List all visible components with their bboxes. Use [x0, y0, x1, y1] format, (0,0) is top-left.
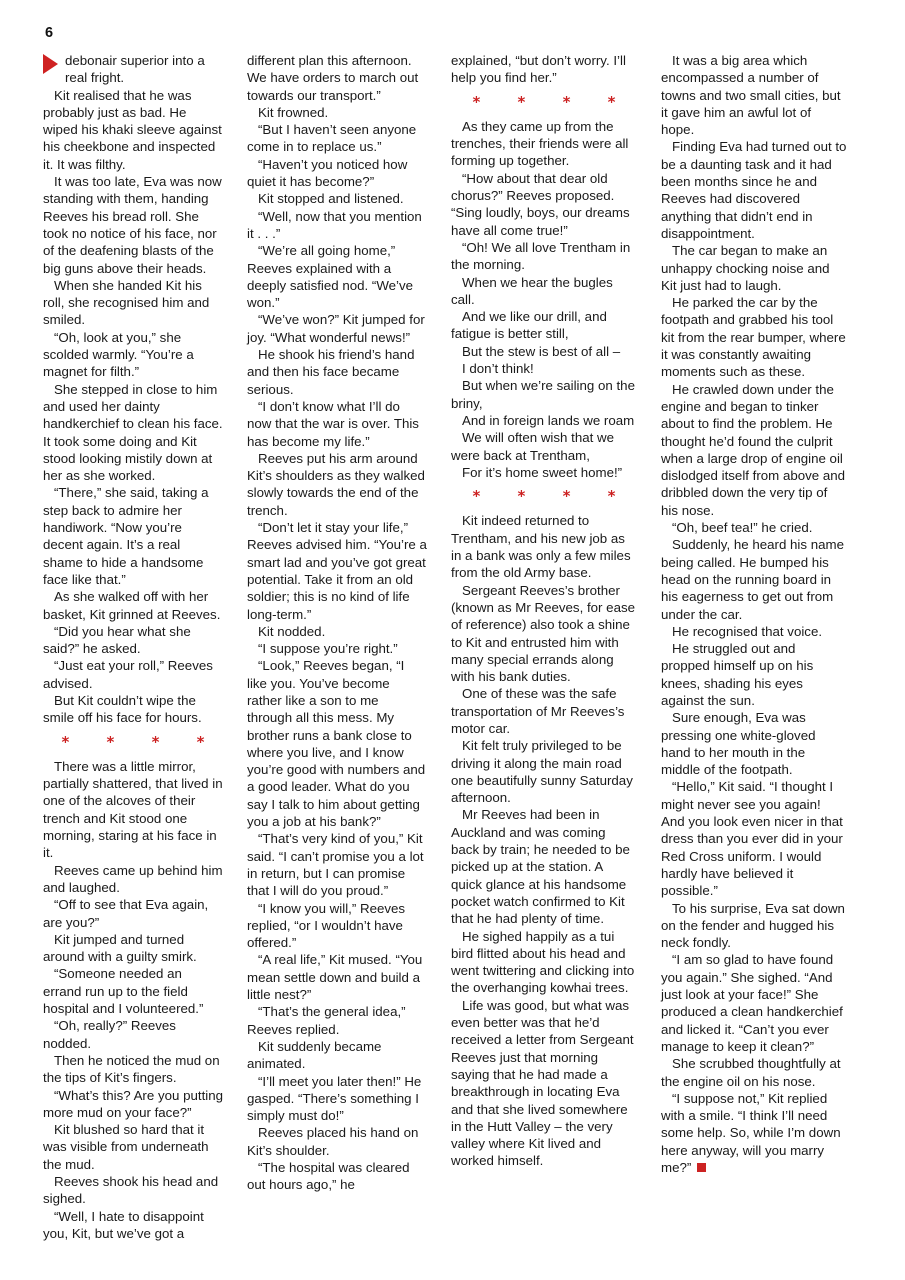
- paragraph-text: I don’t think!: [462, 361, 534, 377]
- body-paragraph: [247, 190, 427, 207]
- paragraph-text: “Did you hear what she said?” he asked.: [43, 623, 191, 657]
- body-paragraph: [451, 239, 637, 274]
- body-paragraph: [247, 519, 427, 623]
- paragraph-text: “I am so glad to have found you again.” She sighed. “And just look at your face!” She produced a clean handkerchief and licked it. “Can’t you ever manage to keep it clean?”: [661, 952, 843, 1054]
- paragraph-text: He crawled down under the engine and began to tinker about to find the problem. He thought he’d found the culprit when a large drop of engine oil dislodged itself from above and dribbled down the very tip of his nose.: [661, 381, 846, 518]
- paragraph-text: The car began to make an unhappy chocking noise and Kit just had to laugh.: [661, 243, 830, 293]
- body-paragraph: [451, 170, 637, 239]
- paragraph-text: “I suppose not,” Kit replied with a smile. “I think I’ll need some help. So, while I’m down here anyway, will you marry me?”: [661, 1090, 841, 1175]
- paragraph-text: Kit indeed returned to Trentham, and his new job as in a bank was only a few miles from the old Army base.: [451, 513, 631, 581]
- paragraph-text: When she handed Kit his roll, she recognised him and smiled.: [43, 277, 210, 328]
- body-paragraph: [247, 311, 427, 346]
- paragraph-text: For it’s home sweet home!”: [462, 464, 623, 480]
- body-paragraph: [43, 87, 223, 173]
- body-paragraph: [247, 121, 427, 156]
- text-column-4: [661, 52, 847, 1176]
- paragraph-text: “I know you will,” Reeves replied, “or I wouldn’t have offered.”: [247, 900, 406, 951]
- paragraph-text: It was too late, Eva was now standing with them, handing Reeves his bread roll. She took no notice of his face, nor of the deafening blasts of the big guns above their heads.: [43, 174, 222, 276]
- body-paragraph: [43, 758, 223, 862]
- paragraph-text: He recognised that voice.: [672, 623, 823, 639]
- paragraph-text: Kit frowned.: [258, 104, 329, 120]
- red-triangle-start-icon: [43, 54, 58, 74]
- body-paragraph: [43, 1017, 223, 1052]
- body-paragraph: [43, 173, 223, 277]
- body-paragraph: [451, 806, 637, 927]
- paragraph-text: “We’re all going home,” Reeves explained with a deeply satisfied nod. “We’ve won.”: [247, 243, 414, 311]
- paragraph-text: Reeves came up behind him and laughed.: [43, 862, 223, 895]
- body-paragraph: [661, 709, 847, 778]
- body-paragraph: [451, 343, 637, 360]
- paragraph-text: “Oh, look at you,” she scolded warmly. “You’re a magnet for filth.”: [43, 329, 194, 380]
- paragraph-text: “We’ve won?” Kit jumped for joy. “What wonderful news!”: [247, 312, 425, 345]
- paragraph-text: He struggled out and propped himself up on his knees, shading his eyes against the sun.: [661, 641, 814, 708]
- body-paragraph: [43, 484, 223, 588]
- paragraph-text: When we hear the bugles call.: [451, 274, 613, 307]
- body-paragraph: [661, 900, 847, 952]
- text-column-1: [43, 52, 223, 1242]
- body-paragraph: [661, 242, 847, 294]
- section-separator: * * * *: [472, 92, 632, 111]
- paragraph-text: explained, “but don’t worry. I’ll help you find her.”: [451, 53, 626, 86]
- body-paragraph: [43, 692, 223, 727]
- body-paragraph: [43, 1087, 223, 1122]
- paragraph-text: Then he noticed the mud on the tips of Kit’s fingers.: [43, 1052, 220, 1086]
- paragraph-text: “Well, I hate to disappoint you, Kit, but we’ve got a: [43, 1208, 204, 1241]
- body-paragraph: [247, 104, 427, 121]
- paragraph-text: “Look,” Reeves began, “I like you. You’ve become rather like a son to me through all this mess. My brother runs a bank close to where you live, and I know you’re good with numbers and a good leader. What do you say I talk to him about getting you a job at his bank?”: [247, 658, 426, 830]
- paragraph-text: She scrubbed thoughtfully at the engine oil on his nose.: [661, 1056, 841, 1089]
- body-paragraph: [43, 623, 223, 658]
- paragraph-text: Suddenly, he heard his name being called. He bumped his head on the running board in his eagerness to get out from under the car.: [661, 537, 844, 622]
- body-paragraph: [451, 412, 637, 429]
- paragraph-text: Kit stopped and listened.: [258, 191, 404, 207]
- body-paragraph: [43, 657, 223, 692]
- body-paragraph: [247, 830, 427, 899]
- body-paragraph: [451, 512, 637, 581]
- body-paragraph: [43, 862, 223, 897]
- body-paragraph: [247, 951, 427, 1003]
- paragraph-text: But when we’re sailing on the briny,: [451, 378, 635, 411]
- body-paragraph: [43, 1173, 223, 1208]
- body-paragraph: [43, 1121, 223, 1173]
- paragraph-text: To his surprise, Eva sat down on the fender and hugged his neck fondly.: [661, 900, 845, 951]
- paragraph-text: “Someone needed an errand run up to the field hospital and I volunteered.”: [43, 966, 204, 1017]
- body-paragraph: [43, 588, 223, 623]
- body-paragraph: [451, 308, 637, 343]
- body-paragraph: [247, 346, 427, 398]
- paragraph-text: “Well, now that you mention it . . .”: [247, 208, 422, 241]
- paragraph-text: There was a little mirror, partially shattered, that lived in one of the alcoves of their trench and Kit stood one morning, staring at his face in it.: [43, 758, 223, 861]
- paragraph-text: “Oh! We all love Trentham in the morning.: [451, 239, 631, 273]
- paragraph-text: Kit realised that he was probably just as bad. He wiped his khaki sleeve against his cheekbone and inspected it. It was filthy.: [43, 87, 222, 172]
- body-paragraph: [247, 1038, 427, 1073]
- paragraph-text: Kit suddenly became animated.: [247, 1038, 382, 1072]
- body-paragraph: [661, 640, 847, 709]
- paragraph-text: Kit blushed so hard that it was visible from underneath the mud.: [43, 1122, 209, 1172]
- paragraph-text: Mr Reeves had been in Auckland and was coming back by train; he needed to be picked up at the station. A quick glance at his handsome pocket watch confirmed to Kit that he had plenty of time.: [451, 807, 630, 927]
- body-paragraph: [247, 156, 427, 191]
- body-paragraph: [661, 138, 847, 242]
- body-paragraph: [247, 398, 427, 450]
- body-paragraph: [451, 582, 637, 686]
- body-paragraph: [451, 429, 637, 464]
- paragraph-text: But the stew is best of all –: [462, 343, 621, 359]
- paragraph-text: “I suppose you’re right.”: [258, 641, 398, 657]
- page-number: 6: [45, 25, 54, 41]
- paragraph-text: Kit jumped and turned around with a guilty smirk.: [43, 931, 197, 965]
- paragraph-text: He shook his friend’s hand and then his face became serious.: [247, 347, 415, 397]
- paragraph-text: It was a big area which encompassed a number of towns and two small cities, but it gave him an awful lot of hope.: [661, 53, 841, 138]
- paragraph-text: As she walked off with her basket, Kit grinned at Reeves.: [43, 589, 221, 622]
- text-column-2: [247, 52, 427, 1194]
- paragraph-text: “Off to see that Eva again, are you?”: [43, 897, 209, 930]
- paragraph-text: She stepped in close to him and used her dainty handkerchief to clean his face. It took some doing and Kit stood looking mistily down at her as she worked.: [43, 381, 223, 484]
- paragraph-text: “Hello,” Kit said. “I thought I might never see you again! And you look even nicer in that dress than you ever did in your Red Cross uniform. I would hardly have believed it possible.”: [661, 779, 843, 899]
- body-paragraph: [247, 623, 427, 640]
- body-paragraph: [451, 274, 637, 309]
- paragraph-text: Reeves put his arm around Kit’s shoulders as they walked slowly towards the end of the trench.: [247, 450, 425, 518]
- body-paragraph: [451, 928, 637, 997]
- paragraph-text: As they came up from the trenches, their friends were all forming up together.: [451, 118, 629, 169]
- body-paragraph: [661, 1055, 847, 1090]
- body-paragraph: [43, 1208, 223, 1243]
- text-column-3: [451, 52, 637, 1170]
- body-paragraph: [451, 377, 637, 412]
- body-paragraph: [661, 536, 847, 622]
- body-paragraph: [43, 965, 223, 1017]
- paragraph-text: different plan this afternoon. We have orders to march out towards our transport.”: [247, 53, 419, 103]
- paragraph-text: “Haven’t you noticed how quiet it has become?”: [247, 156, 408, 190]
- red-square-end-icon: [697, 1163, 706, 1172]
- body-paragraph: [43, 381, 223, 485]
- body-paragraph: [661, 294, 847, 380]
- body-paragraph: [247, 1159, 427, 1194]
- paragraph-text: Sure enough, Eva was pressing one white-gloved hand to her mouth in the middle of the footpath.: [661, 710, 816, 778]
- paragraph-text: “But I haven’t seen anyone come in to replace us.”: [247, 122, 417, 155]
- paragraph-text: “Just eat your roll,” Reeves advised.: [43, 658, 213, 691]
- body-paragraph: [661, 623, 847, 640]
- paragraph-text: And in foreign lands we roam: [462, 412, 635, 428]
- paragraph-text: Life was good, but what was even better was that he’d received a letter from Sergeant Reeves just that morning saying that he had made a breakthrough in locating Eva and that she lived somewhere in the Hutt Valley – the very valley where Kit lived and worked himself.: [451, 997, 634, 1169]
- paragraph-text: “There,” she said, taking a step back to admire her handiwork. “Now you’re decent again. It’s a real shame to hide a handsome face like that.”: [43, 485, 209, 587]
- paragraph-text: But Kit couldn’t wipe the smile off his face for hours.: [43, 692, 202, 726]
- body-paragraph: [247, 657, 427, 830]
- body-paragraph: [43, 52, 223, 87]
- body-paragraph: [451, 360, 637, 377]
- paragraph-text: “Oh, really?” Reeves nodded.: [43, 1018, 176, 1051]
- article-columns: [43, 52, 863, 1242]
- paragraph-text: “Don’t let it stay your life,” Reeves advised him. “You’re a smart lad and you’ve got great potential. Take it from an old soldier; this is no kind of life long-term.”: [247, 520, 427, 622]
- body-paragraph: [43, 1052, 223, 1087]
- body-paragraph: [661, 519, 847, 536]
- paragraph-text: “How about that dear old chorus?” Reeves proposed. “Sing loudly, boys, our dreams have all come true!”: [451, 170, 630, 238]
- body-paragraph: [247, 1073, 427, 1125]
- paragraph-text: Kit felt truly privileged to be driving it along the main road one beautifully sunny Saturday afternoon.: [451, 738, 633, 806]
- paragraph-text: Finding Eva had turned out to be a daunting task and it had been months since he and Reeves had discovered anything that didn’t end in disappointment.: [661, 139, 847, 241]
- section-separator: * * * *: [61, 732, 221, 751]
- paragraph-text: “What’s this? Are you putting more mud on your face?”: [43, 1087, 224, 1120]
- paragraph-text: debonair superior into a real fright.: [65, 53, 205, 86]
- body-paragraph: [451, 997, 637, 1170]
- body-paragraph: [451, 52, 637, 87]
- paragraph-text: Reeves placed his hand on Kit’s shoulder.: [247, 1125, 419, 1158]
- body-paragraph: [661, 778, 847, 899]
- body-paragraph: [247, 1124, 427, 1159]
- body-paragraph: [451, 464, 637, 481]
- paragraph-text: “That’s the general idea,” Reeves replied.: [247, 1004, 406, 1037]
- body-paragraph: [43, 277, 223, 329]
- body-paragraph: [43, 896, 223, 931]
- paragraph-text: Sergeant Reeves’s brother (known as Mr Reeves, for ease of reference) also took a shine to Kit and entrusted him with many special errands along with his bank duties.: [451, 582, 636, 685]
- body-paragraph: [247, 900, 427, 952]
- paragraph-text: “I don’t know what I’ll do now that the war is over. This has become my life.”: [247, 398, 419, 449]
- paragraph-text: And we like our drill, and fatigue is better still,: [451, 309, 607, 342]
- body-paragraph: [661, 1090, 847, 1176]
- body-paragraph: [661, 381, 847, 519]
- body-paragraph: [43, 931, 223, 966]
- section-separator: * * * *: [472, 487, 632, 506]
- paragraph-text: “I’ll meet you later then!” He gasped. “There’s something I simply must do!”: [247, 1073, 422, 1124]
- body-paragraph: [451, 685, 637, 737]
- paragraph-text: Kit nodded.: [258, 623, 326, 639]
- paragraph-text: “Oh, beef tea!” he cried.: [672, 520, 813, 536]
- paragraph-text: “The hospital was cleared out hours ago,” he: [247, 1160, 410, 1193]
- body-paragraph: [661, 951, 847, 1055]
- body-paragraph: [247, 450, 427, 519]
- paragraph-text: “That’s very kind of you,” Kit said. “I can’t promise you a lot in return, but I can promise that I will do you proud.”: [247, 831, 424, 899]
- body-paragraph: [247, 242, 427, 311]
- body-paragraph: [247, 1003, 427, 1038]
- paragraph-text: He sighed happily as a tui bird flitted about his head and went twittering and clicking into the overhanging kowhai trees.: [451, 928, 635, 996]
- body-paragraph: [43, 329, 223, 381]
- body-paragraph: [451, 118, 637, 170]
- paragraph-text: Reeves shook his head and sighed.: [43, 1174, 219, 1207]
- body-paragraph: [247, 52, 427, 104]
- paragraph-text: He parked the car by the footpath and grabbed his tool kit from the rear bumper, where it was constantly awaiting moments such as these.: [661, 295, 846, 380]
- body-paragraph: [247, 640, 427, 657]
- paragraph-text: We will often wish that we were back at Trentham,: [451, 430, 614, 463]
- body-paragraph: [661, 52, 847, 138]
- body-paragraph: [451, 737, 637, 806]
- paragraph-text: One of these was the safe transportation of Mr Reeves’s motor car.: [451, 686, 625, 736]
- body-paragraph: [247, 208, 427, 243]
- paragraph-text: “A real life,” Kit mused. “You mean settle down and build a little nest?”: [247, 952, 423, 1003]
